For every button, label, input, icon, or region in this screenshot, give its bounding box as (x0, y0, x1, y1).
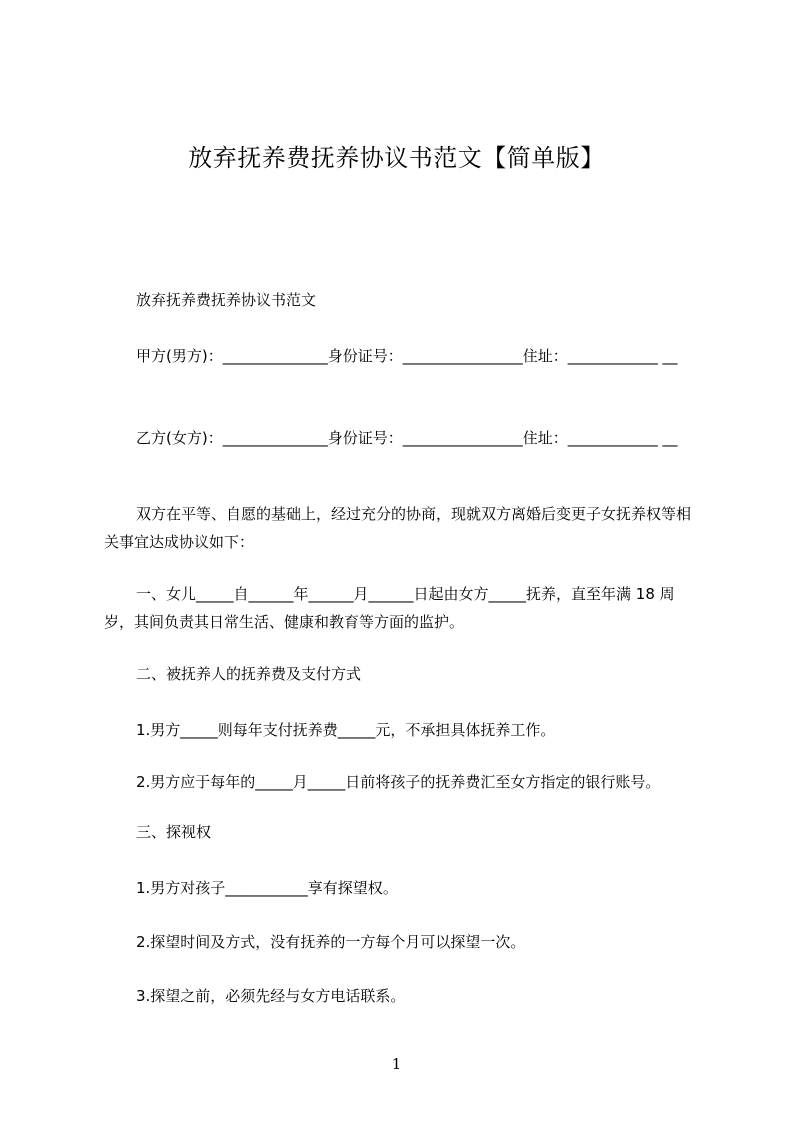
paragraph-2-2: 2.男方应于每年的_____月_____日前将孩子的抚养费汇至女方指定的银行账号。 (136, 773, 661, 791)
page-number: 1 (391, 1055, 402, 1073)
paragraph-3-1: 1.男方对孩子___________享有探望权。 (136, 879, 398, 897)
paragraph-3-3: 3.探望之前，必须先经与女方电话联系。 (136, 987, 406, 1005)
paragraph-clause-1: 一、女儿_____自______年______月______日起由女方_____抚养，直至年满 18 周岁，其间负责其日常生活、健康和教育等方面的监护。 (104, 585, 675, 631)
paragraph-party-a: 甲方(男方)：______________身份证号：________________住址：____________ __ (136, 347, 678, 365)
paragraph-3-2: 2.探望时间及方式，没有抚养的一方每个月可以探望一次。 (136, 933, 526, 951)
paragraph-party-b: 乙方(女方)：______________身份证号：________________住址：____________ __ (136, 429, 678, 447)
paragraph-section-2-heading: 二、被抚养人的抚养费及支付方式 (136, 665, 362, 683)
document-title: 放弃抚养费抚养协议书范文【简单版】 (188, 144, 605, 172)
paragraph-2-1: 1.男方_____则每年支付抚养费_____元，不承担具体抚养工作。 (136, 721, 556, 739)
paragraph-subtitle: 放弃抚养费抚养协议书范文 (136, 291, 317, 309)
paragraph-preamble: 双方在平等、自愿的基础上，经过充分的协商，现就双方离婚后变更子女抚养权等相关事宜达成协议如下： (104, 505, 692, 551)
paragraph-section-3-heading: 三、探视权 (136, 823, 212, 841)
